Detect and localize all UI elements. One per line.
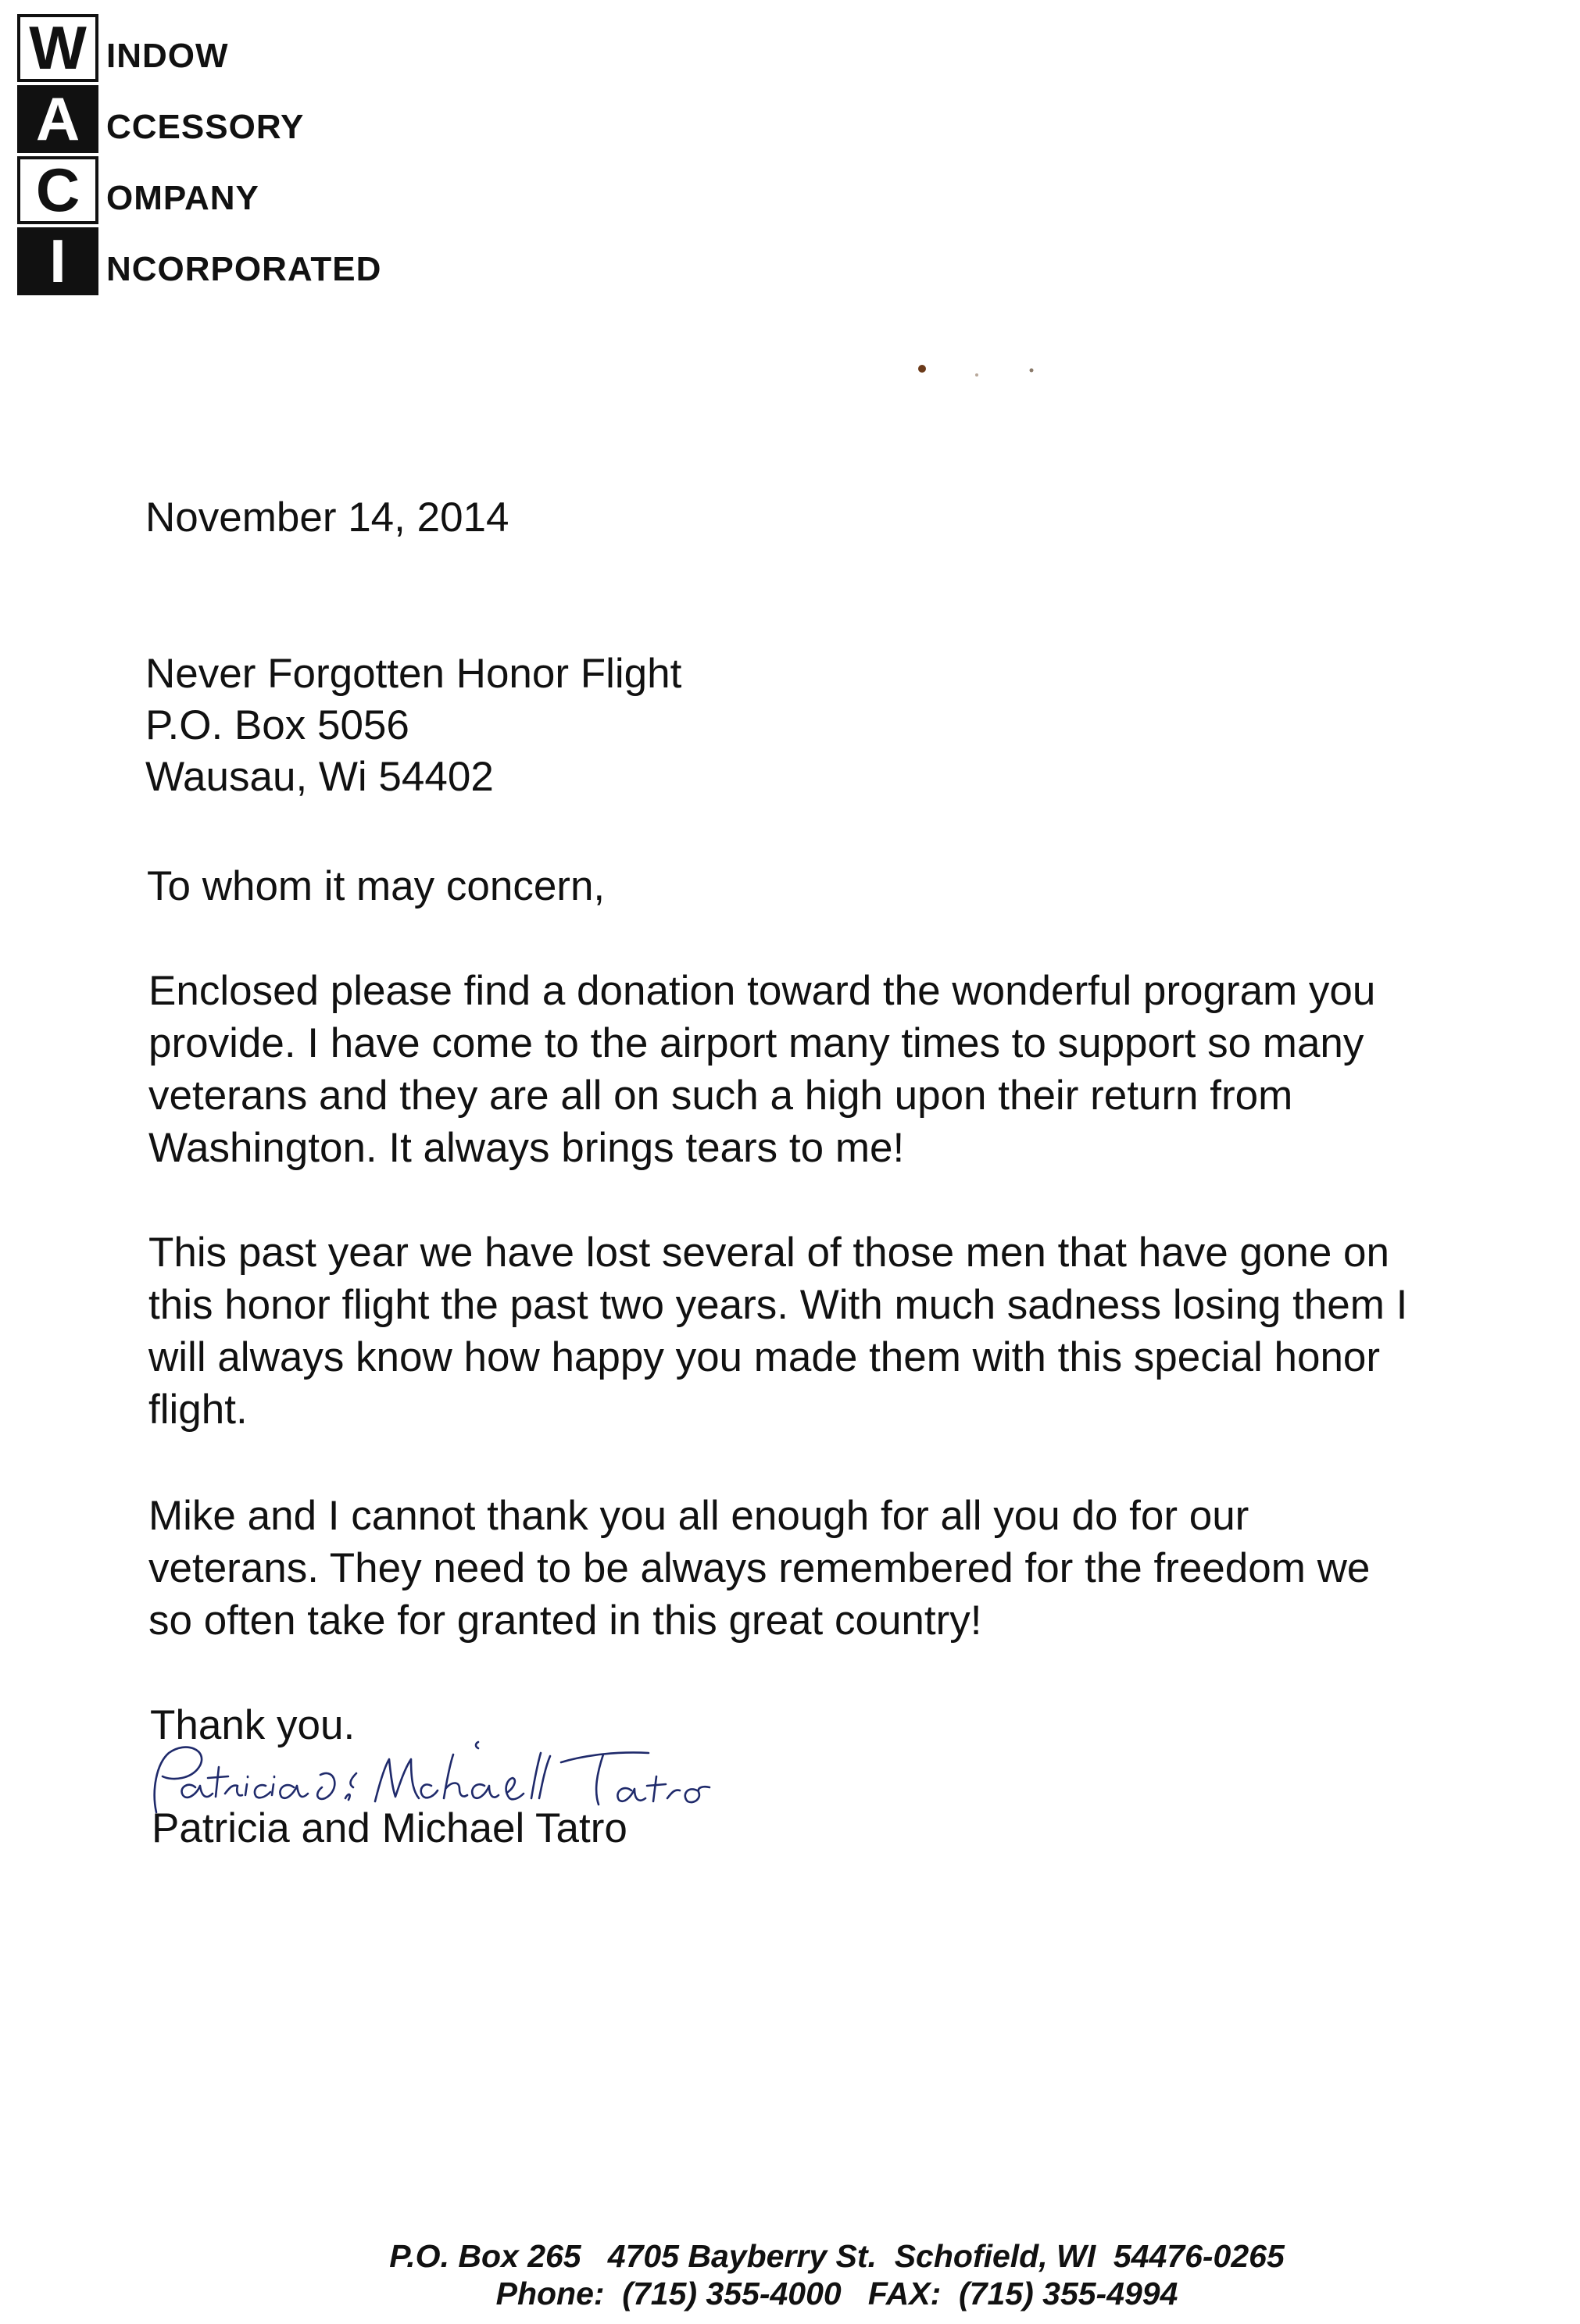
logo-word-ccessory: CCESSORY — [106, 108, 305, 146]
signer-name: Patricia and Michael Tatro — [152, 1805, 627, 1851]
letter-date: November 14, 2014 — [145, 494, 509, 541]
paragraph-1 — [148, 965, 1375, 1174]
paragraph-line: so often take for granted in this great country! — [148, 1598, 982, 1644]
logo-letter-c: C — [17, 156, 98, 224]
recipient-city: Wausau, Wi 54402 — [145, 754, 494, 800]
logo-letter-w: W — [17, 14, 98, 82]
closing: Thank you. — [150, 1702, 356, 1748]
recipient-name: Never Forgotten Honor Flight — [145, 651, 682, 697]
paragraph-line: flight. — [148, 1387, 248, 1433]
paragraph-2 — [148, 1226, 1407, 1436]
paragraph-3 — [148, 1490, 1370, 1647]
logo-letter-a: A — [17, 85, 98, 153]
paper-specks — [914, 359, 1055, 391]
footer-contact: Phone: (715) 355-4000 FAX: (715) 355-4994 — [495, 2276, 1178, 2312]
recipient-po-box: P.O. Box 5056 — [145, 702, 409, 748]
paragraph-line: Enclosed please find a donation toward the wonderful program you — [148, 968, 1376, 1014]
logo-word-indow: INDOW — [106, 37, 229, 75]
paragraph-line: this honor flight the past two years. With much sadness losing them I — [148, 1282, 1408, 1328]
recipient-address — [145, 648, 681, 803]
logo-word-ncorporated: NCORPORATED — [106, 250, 382, 288]
paragraph-line: This past year we have lost several of those men that have gone on — [148, 1230, 1389, 1276]
paragraph-line: Washington. It always brings tears to me! — [148, 1125, 905, 1171]
paragraph-line: will always know how happy you made them with this special honor — [148, 1334, 1381, 1380]
paragraph-line: Mike and I cannot thank you all enough for all you do for our — [148, 1493, 1249, 1539]
salutation: To whom it may concern, — [147, 863, 606, 909]
paragraph-line: veterans and they are all on such a high upon their return from — [148, 1073, 1293, 1119]
logo-letter-i: I — [17, 227, 98, 295]
logo-word-ompany: OMPANY — [106, 179, 259, 217]
paragraph-line: provide. I have come to the airport many times to support so many — [148, 1020, 1364, 1066]
paragraph-line: veterans. They need to be always remembered for the freedom we — [148, 1545, 1371, 1591]
footer-address: P.O. Box 265 4705 Bayberry St. Schofield, WI 54476-0265 — [389, 2238, 1285, 2274]
